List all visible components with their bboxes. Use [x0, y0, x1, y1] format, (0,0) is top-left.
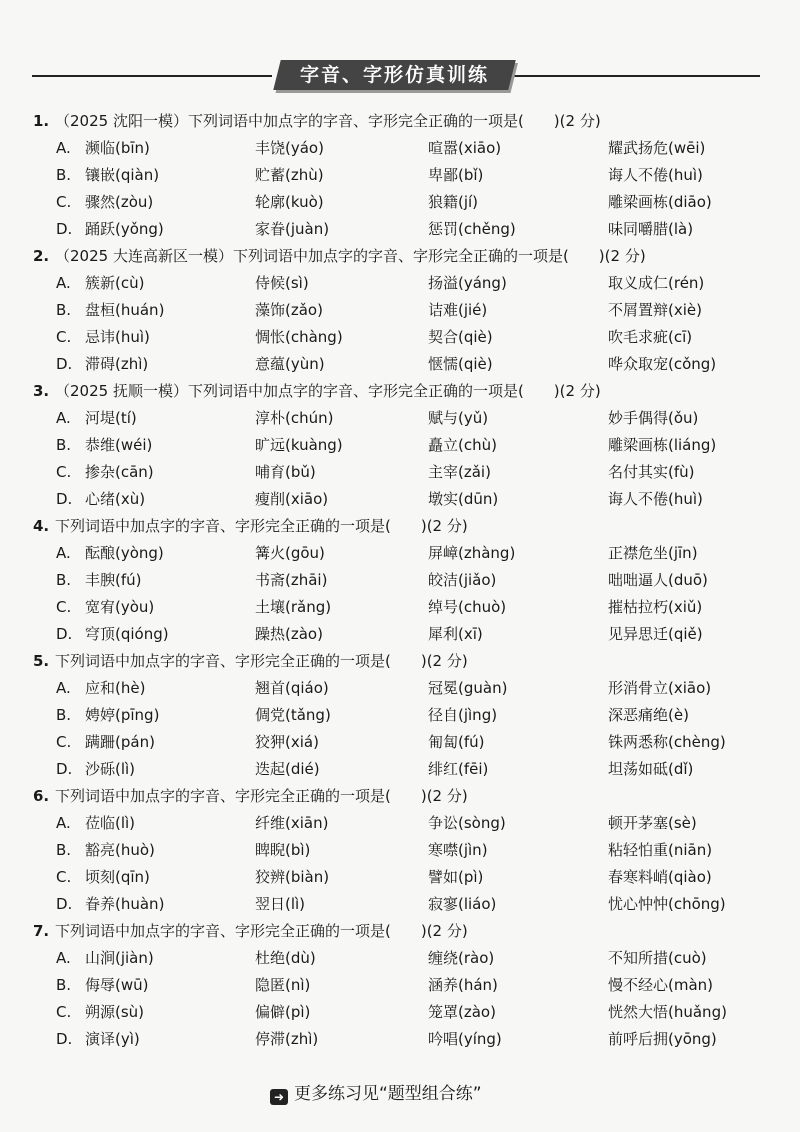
option-row	[33, 189, 773, 216]
question-stem	[33, 513, 773, 540]
option-letter: C.	[56, 193, 72, 211]
word-item: 土壤(rǎng)	[255, 598, 332, 616]
option-row	[33, 540, 773, 567]
question-number: 2.	[33, 247, 50, 265]
word-item: 深恶痛绝(è)	[608, 706, 689, 724]
option-row	[33, 810, 773, 837]
word-item: 铢两悉称(chèng)	[608, 733, 726, 751]
option-row	[33, 864, 773, 891]
option-letter: B.	[56, 841, 72, 859]
option-letter: D.	[56, 895, 73, 913]
option-row	[33, 837, 773, 864]
word-item: 篝火(gōu)	[255, 544, 325, 562]
word-item: 家眷(juàn)	[255, 220, 330, 238]
question-number: 7.	[33, 922, 50, 940]
word-item: 停滞(zhì)	[255, 1030, 319, 1048]
word-item: 耀武扬危(wēi)	[608, 139, 706, 157]
word-item: 咄咄逼人(duō)	[608, 571, 708, 589]
question-text: 下列词语中加点字的字音、字形完全正确的一项是( )(2 分)	[55, 652, 468, 670]
word-item: 取义成仁(rén)	[608, 274, 705, 292]
word-item: 沙砾(lì)	[85, 760, 136, 778]
word-item: 诘难(jié)	[428, 301, 488, 319]
option-letter: C.	[56, 868, 72, 886]
word-item: 纤维(xiān)	[255, 814, 329, 832]
word-item: 笼罩(zào)	[428, 1003, 496, 1021]
word-item: 喧嚣(xiāo)	[428, 139, 502, 157]
word-item: 寂寥(liáo)	[428, 895, 497, 913]
word-item: 味同嚼腊(là)	[608, 220, 694, 238]
footer-note	[270, 1080, 550, 1108]
word-item: 哺育(bǔ)	[255, 463, 316, 481]
word-item: 摧枯拉朽(xiǔ)	[608, 598, 703, 616]
word-item: 意蕴(yùn)	[255, 355, 325, 373]
option-row	[33, 702, 773, 729]
option-letter: A.	[56, 274, 71, 292]
word-item: 顷刻(qīn)	[85, 868, 150, 886]
option-letter: A.	[56, 949, 71, 967]
section-title: 字音、字形仿真训练	[299, 64, 489, 86]
option-letter: C.	[56, 598, 72, 616]
option-letter: C.	[56, 463, 72, 481]
word-item: 盘桓(huán)	[85, 301, 165, 319]
option-row	[33, 351, 773, 378]
question-stem	[33, 378, 773, 405]
option-row	[33, 135, 773, 162]
word-item: 正襟危坐(jīn)	[608, 544, 698, 562]
option-row	[33, 270, 773, 297]
question-stem	[33, 918, 773, 945]
option-letter: A.	[56, 139, 71, 157]
word-item: 前呼后拥(yōng)	[608, 1030, 717, 1048]
word-item: 丰腴(fú)	[85, 571, 142, 589]
word-item: 春寒料峭(qiào)	[608, 868, 712, 886]
question-number: 1.	[33, 112, 50, 130]
word-item: 主宰(zǎi)	[428, 463, 491, 481]
option-row	[33, 567, 773, 594]
word-item: 扬溢(yáng)	[428, 274, 507, 292]
option-letter: B.	[56, 301, 72, 319]
word-item: 瘦削(xiāo)	[255, 490, 329, 508]
title-rule-left	[32, 75, 272, 77]
word-item: 恍然大悟(huǎng)	[608, 1003, 727, 1021]
word-item: 镶嵌(qiàn)	[85, 166, 160, 184]
option-row	[33, 594, 773, 621]
word-item: 匍匐(fú)	[428, 733, 485, 751]
word-item: 蹒跚(pán)	[85, 733, 155, 751]
option-letter: D.	[56, 1030, 73, 1048]
word-item: 吹毛求疵(cī)	[608, 328, 693, 346]
word-item: 犀利(xī)	[428, 625, 483, 643]
word-item: 狡辨(biàn)	[255, 868, 330, 886]
word-item: 见异思迁(qiě)	[608, 625, 703, 643]
word-item: 形消骨立(xiāo)	[608, 679, 712, 697]
word-item: 侮辱(wū)	[85, 976, 149, 994]
word-item: 隐匿(nì)	[255, 976, 311, 994]
arrow-icon: ➜	[270, 1089, 288, 1105]
word-item: 丰饶(yáo)	[255, 139, 324, 157]
word-item: 不知所措(cuò)	[608, 949, 707, 967]
question-stem	[33, 783, 773, 810]
word-item: 不屑置辩(xiè)	[608, 301, 702, 319]
question-stem	[33, 648, 773, 675]
question-text: 下列词语中加点字的字音、字形完全正确的一项是( )(2 分)	[55, 787, 468, 805]
question-number: 3.	[33, 382, 50, 400]
word-item: 睥睨(bì)	[255, 841, 311, 859]
option-row	[33, 432, 773, 459]
word-item: 绯红(fēi)	[428, 760, 489, 778]
word-item: 涵养(hán)	[428, 976, 498, 994]
word-item: 绰号(chuò)	[428, 598, 507, 616]
word-item: 惩罚(chěng)	[428, 220, 516, 238]
option-letter: A.	[56, 679, 71, 697]
word-item: 簇新(cù)	[85, 274, 145, 292]
word-item: 躁热(zào)	[255, 625, 323, 643]
question-list	[33, 108, 773, 1053]
question-text: 下列词语中加点字的字音、字形完全正确的一项是( )(2 分)	[55, 517, 468, 535]
option-letter: A.	[56, 544, 71, 562]
word-item: 忌讳(huì)	[85, 328, 150, 346]
word-item: 寒噤(jìn)	[428, 841, 488, 859]
option-row	[33, 756, 773, 783]
word-item: 迭起(dié)	[255, 760, 320, 778]
word-item: 娉婷(pīng)	[85, 706, 160, 724]
word-item: 哗众取宠(cǒng)	[608, 355, 717, 373]
word-item: 倜党(tǎng)	[255, 706, 331, 724]
question-text: 下列词语中加点字的字音、字形完全正确的一项是( )(2 分)	[55, 922, 468, 940]
word-item: 酝酿(yòng)	[85, 544, 164, 562]
word-item: 濒临(bīn)	[85, 139, 150, 157]
option-row	[33, 891, 773, 918]
word-item: 名付其实(fù)	[608, 463, 695, 481]
word-item: 藻饰(zǎo)	[255, 301, 323, 319]
word-item: 诲人不倦(huì)	[608, 166, 703, 184]
option-row	[33, 324, 773, 351]
option-row	[33, 162, 773, 189]
word-item: 眷养(huàn)	[85, 895, 165, 913]
option-row	[33, 621, 773, 648]
word-item: 坦荡如砥(dǐ)	[608, 760, 694, 778]
word-item: 慢不经心(màn)	[608, 976, 714, 994]
option-letter: B.	[56, 436, 72, 454]
word-item: 轮廓(kuò)	[255, 193, 324, 211]
word-item: 豁亮(huò)	[85, 841, 155, 859]
word-item: 赋与(yǔ)	[428, 409, 489, 427]
question-text: （2025 沈阳一模）下列词语中加点字的字音、字形完全正确的一项是( )(2 分)	[55, 112, 601, 130]
word-item: 缠绕(rào)	[428, 949, 495, 967]
word-item: 山涧(jiàn)	[85, 949, 154, 967]
word-item: 侍候(sì)	[255, 274, 309, 292]
option-letter: D.	[56, 490, 73, 508]
word-item: 矗立(chù)	[428, 436, 497, 454]
option-row	[33, 216, 773, 243]
option-row	[33, 945, 773, 972]
option-row	[33, 972, 773, 999]
question-stem	[33, 108, 773, 135]
word-item: 旷远(kuàng)	[255, 436, 343, 454]
word-item: 雕梁画栋(diāo)	[608, 193, 712, 211]
option-letter: B.	[56, 571, 72, 589]
word-item: 契合(qiè)	[428, 328, 493, 346]
question-number: 4.	[33, 517, 50, 535]
section-title-bar	[32, 60, 760, 94]
word-item: 妙手偶得(ǒu)	[608, 409, 699, 427]
option-letter: C.	[56, 733, 72, 751]
word-item: 心绪(xù)	[85, 490, 146, 508]
question-stem	[33, 243, 773, 270]
option-letter: C.	[56, 328, 72, 346]
option-letter: A.	[56, 814, 71, 832]
word-item: 朔源(sù)	[85, 1003, 145, 1021]
word-item: 冠冕(guàn)	[428, 679, 508, 697]
word-item: 忧心忡忡(chōng)	[608, 895, 726, 913]
word-item: 恭维(wéi)	[85, 436, 153, 454]
question-number: 5.	[33, 652, 50, 670]
option-letter: B.	[56, 976, 72, 994]
word-item: 墩实(dūn)	[428, 490, 499, 508]
word-item: 狼籍(jí)	[428, 193, 479, 211]
word-item: 粘轻怕重(niān)	[608, 841, 713, 859]
word-item: 径自(jìng)	[428, 706, 498, 724]
option-letter: D.	[56, 355, 73, 373]
option-row	[33, 459, 773, 486]
word-item: 偏僻(pì)	[255, 1003, 311, 1021]
word-item: 穹顶(qióng)	[85, 625, 169, 643]
word-item: 滞碍(zhì)	[85, 355, 149, 373]
word-item: 吟唱(yíng)	[428, 1030, 502, 1048]
word-item: 书斋(zhāi)	[255, 571, 328, 589]
word-item: 翘首(qiáo)	[255, 679, 329, 697]
word-item: 皎洁(jiǎo)	[428, 571, 497, 589]
word-item: 演译(yì)	[85, 1030, 140, 1048]
word-item: 淳朴(chún)	[255, 409, 334, 427]
option-letter: D.	[56, 220, 73, 238]
word-item: 应和(hè)	[85, 679, 146, 697]
option-letter: D.	[56, 625, 73, 643]
title-rule-right	[510, 75, 760, 77]
word-item: 争讼(sòng)	[428, 814, 506, 832]
word-item: 河堤(tí)	[85, 409, 137, 427]
word-item: 譬如(pì)	[428, 868, 484, 886]
option-letter: B.	[56, 706, 72, 724]
word-item: 翌日(lì)	[255, 895, 306, 913]
option-row	[33, 1026, 773, 1053]
option-letter: B.	[56, 166, 72, 184]
word-item: 惬懦(qiè)	[428, 355, 493, 373]
word-item: 屏嶂(zhàng)	[428, 544, 516, 562]
footer-text: 更多练习见“题型组合练”	[294, 1084, 482, 1104]
option-letter: C.	[56, 1003, 72, 1021]
word-item: 踊跃(yǒng)	[85, 220, 164, 238]
word-item: 雕梁画栋(liáng)	[608, 436, 717, 454]
option-row	[33, 405, 773, 432]
word-item: 卑鄙(bǐ)	[428, 166, 484, 184]
word-item: 狡狎(xiá)	[255, 733, 319, 751]
word-item: 宽宥(yòu)	[85, 598, 155, 616]
word-item: 骤然(zòu)	[85, 193, 154, 211]
word-item: 诲人不倦(huì)	[608, 490, 703, 508]
option-row	[33, 999, 773, 1026]
option-letter: A.	[56, 409, 71, 427]
word-item: 贮蓄(zhù)	[255, 166, 324, 184]
question-number: 6.	[33, 787, 50, 805]
option-row	[33, 675, 773, 702]
word-item: 顿开茅塞(sè)	[608, 814, 697, 832]
option-row	[33, 297, 773, 324]
word-item: 掺杂(cān)	[85, 463, 154, 481]
word-item: 莅临(lì)	[85, 814, 136, 832]
word-item: 惆怅(chàng)	[255, 328, 343, 346]
option-row	[33, 729, 773, 756]
option-row	[33, 486, 773, 513]
option-letter: D.	[56, 760, 73, 778]
question-text: （2025 抚顺一模）下列词语中加点字的字音、字形完全正确的一项是( )(2 分)	[55, 382, 601, 400]
word-item: 杜绝(dù)	[255, 949, 316, 967]
question-text: （2025 大连高新区一模）下列词语中加点字的字音、字形完全正确的一项是( )(2 分)	[55, 247, 646, 265]
